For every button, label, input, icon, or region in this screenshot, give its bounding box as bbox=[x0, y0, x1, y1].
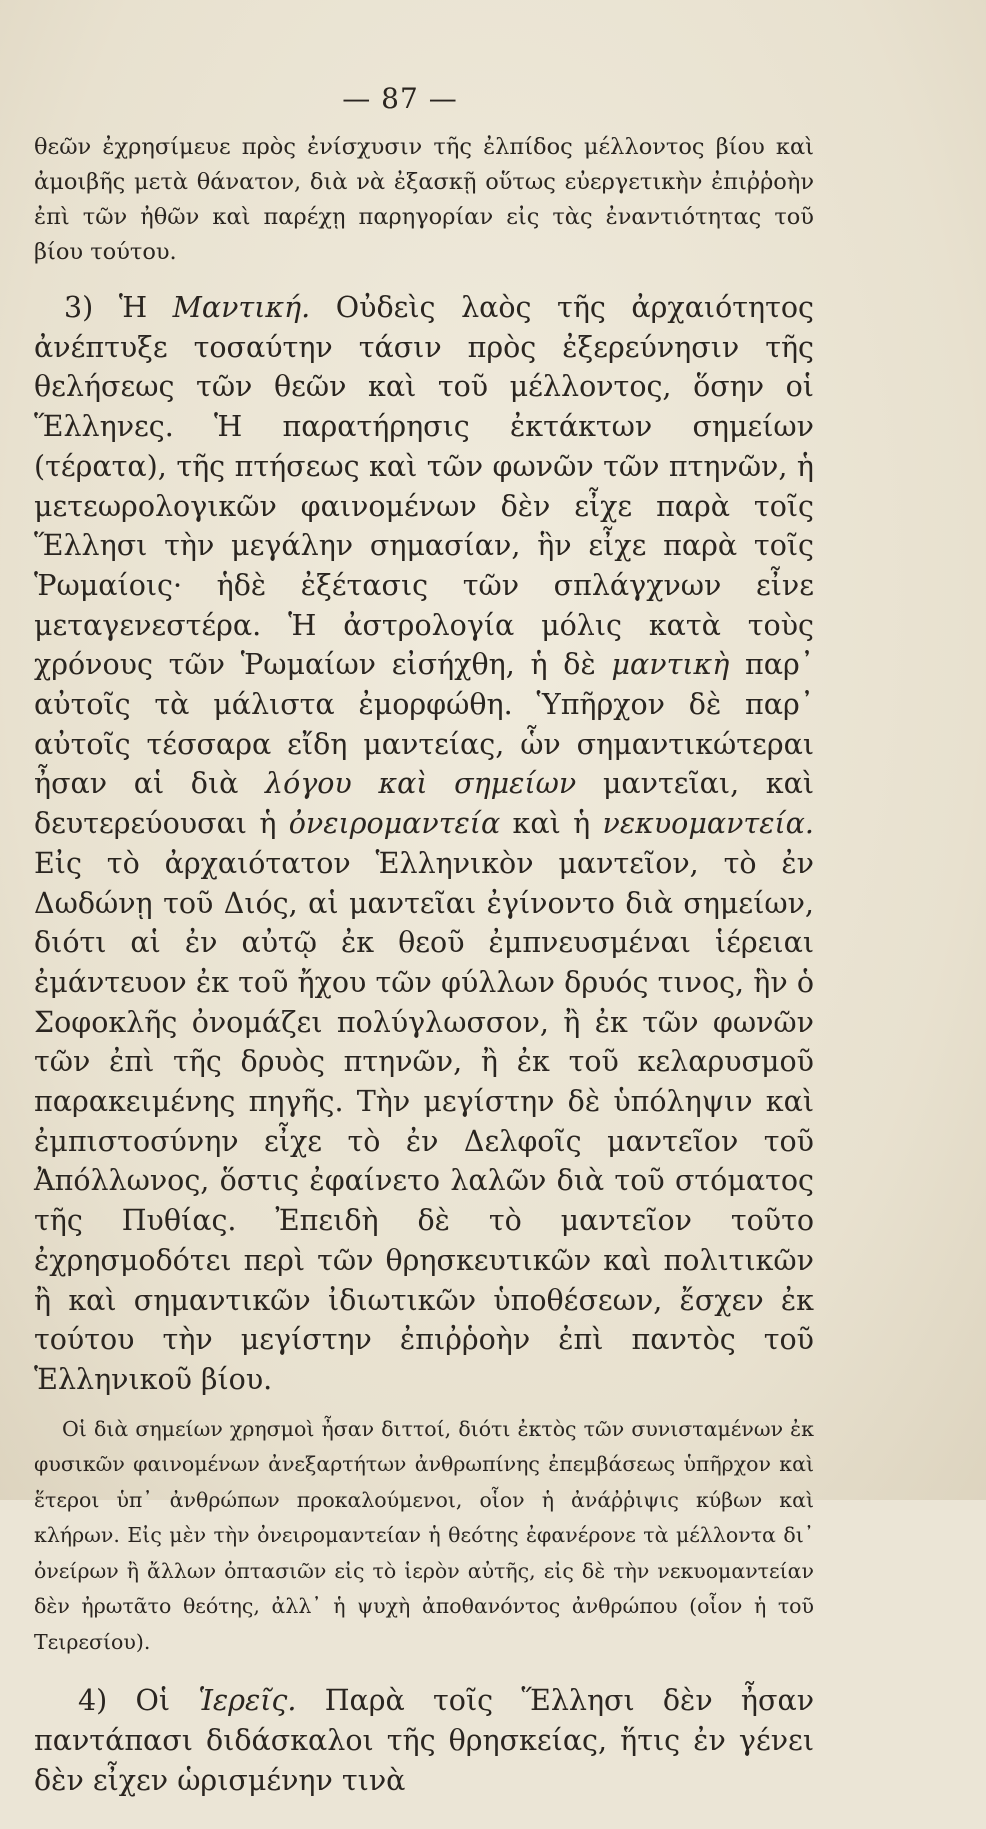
text-run: Παρὰ τοῖς Ἕλλησι δὲν ἦσαν παντάπασι διδάσκαλοι τῆς θρησκείας, ἥτις ἐν γένει δὲν εἶχεν ὡρισμένην τινὰ bbox=[34, 1683, 815, 1797]
section-number: 3) bbox=[64, 291, 94, 324]
text-run-3: μαντεῖαι, καὶ δευτερεύουσαι ἡ bbox=[34, 767, 815, 841]
title-article: Οἱ bbox=[135, 1683, 171, 1717]
section-title: Μαντική. bbox=[172, 291, 311, 324]
section-number: 4) bbox=[78, 1683, 108, 1717]
note-paragraph: Οἱ διὰ σημείων χρησμοὶ ἦσαν διττοί, διότι ἐκτὸς τῶν συνισταμένων ἐκ φυσικῶν φαινομένων ἀνεξαρτήτων ἀνθρωπίνης ἐπεμβάσεως ὑπῆρχον καὶ ἕτεροι ὑπ᾽ ἀνθρώπων προκαλούμενοι, οἷον ἡ ἀνάῤῥιψις κύβων καὶ κλήρων. Εἰς μὲν τὴν ὀνειρομαντείαν ἡ θεότης ἐφανέρονε τὰ μέλλοντα δι᾽ ὀνείρων ἢ ἄλλων ὀπτασιῶν εἰς τὸ ἱερὸν αὐτῆς, εἰς δὲ τὴν νεκυομαντείαν δὲν ἠρωτᾶτο θεότης, ἀλλ᾽ ἡ ψυχὴ ἀποθανόντος ἀνθρώπου (οἷον ἡ τοῦ Τειρεσίου). bbox=[34, 1416, 814, 1654]
text-run-1: Οὐδεὶς λαὸς τῆς ἀρχαιότητος ἀνέπτυξε τοσαύτην τάσιν πρὸς ἐξερεύνησιν τῆς θελήσεως τῶν θεῶν καὶ τοῦ μέλλοντος, ὅσην οἱ Ἕλληνες. Ἡ παρατήρησις ἐκτάκτων σημείων (τέρατα), τῆς πτήσεως καὶ τῶν φωνῶν τῶν πτηνῶν, ἡ μετεωρολογικῶν φαινομένων δὲν εἶχε παρὰ τοῖς Ἕλλησι τὴν μεγάλην σημασίαν, ἣν εἶχε παρὰ τοῖς Ῥωμαίοις· ἡδὲ ἐξέτασις τῶν σπλάγχνων εἶνε μεταγενεστέρα. Ἡ ἀστρολογία μόλις κατὰ τοὺς χρόνους τῶν Ῥωμαίων εἰσήχθη, ἡ δὲ bbox=[34, 291, 814, 682]
text-run-5: Εἰς τὸ ἀρχαιότατον Ἑλληνικὸν μαντεῖον, τὸ ἐν Δωδώνῃ τοῦ Διός, αἱ μαντεῖαι ἐγίνοντο διὰ σημείων, διότι αἱ ἐν αὐτῷ ἐκ θεοῦ ἐμπνευσμέναι ἱέρειαι ἐμάντευον ἐκ τοῦ ἤχου τῶν φύλλων δρυός τινος, ἣν ὁ Σοφοκλῆς ὀνομάζει πολύγλωσσον, ἢ ἐκ τῶν φωνῶν τῶν ἐπὶ τῆς δρυὸς πτηνῶν, ἢ ἐκ τοῦ κελαρυσμοῦ παρακειμένης πηγῆς. Τὴν μεγίστην δὲ ὑπόληψιν καὶ ἐμπιστοσύνην εἶχε τὸ ἐν Δελφοῖς μαντεῖον τοῦ Ἀπόλλωνος, ὅστις ἐφαίνετο λαλῶν διὰ τοῦ στόματος τῆς Πυθίας. Ἐπειδὴ δὲ τὸ μαντεῖον τοῦτο ἐχρησμοδότει περὶ τῶν θρησκευτικῶν καὶ πολιτικῶν ἢ καὶ σημαντικῶν ἰδιωτικῶν ὑποθέσεων, ἔσχεν ἐκ τούτου τὴν μεγίστην ἐπιῤῥοὴν ἐπὶ παντὸς τοῦ Ἑλληνικοῦ βίου. bbox=[34, 846, 814, 1396]
italic-term-oneiromanteia: ὀνειρομαντεία bbox=[288, 807, 501, 841]
page-body bbox=[34, 130, 814, 1829]
title-article: Ἡ bbox=[118, 291, 148, 324]
section-title: Ἱερεῖς. bbox=[198, 1683, 297, 1717]
italic-term-nekyomanteia: νεκυομαντεία. bbox=[602, 807, 814, 841]
paragraph-iereis bbox=[34, 1681, 814, 1801]
text-run-2: παρ᾽ αὐτοῖς τὰ μάλιστα ἐμορφώθη. Ὑπῆρχον δὲ παρ᾽ αὐτοῖς τέσσαρα εἴδη μαντείας, ὧν σημαντικώτεραι ἦσαν αἱ διὰ bbox=[34, 648, 815, 801]
italic-term-logou: λόγου καὶ σημείων bbox=[265, 767, 577, 801]
paragraph-continuation: θεῶν ἐχρησίμευε πρὸς ἐνίσχυσιν τῆς ἐλπίδος μέλλοντος βίου καὶ ἀμοιβῆς μετὰ θάνατον, διὰ νὰ ἐξασκῇ οὕτως εὐεργετικὴν ἐπιῤῥοὴν ἐπὶ τῶν ἠθῶν καὶ παρέχῃ παρηγορίαν εἰς τὰς ἐναντιότητας τοῦ βίου τούτου. bbox=[34, 134, 814, 265]
paragraph-mantiki bbox=[34, 288, 814, 1400]
page-number: — 87 — bbox=[342, 82, 458, 115]
italic-term-mantiki: μαντικὴ bbox=[611, 648, 730, 682]
text-run-4: καὶ ἡ bbox=[512, 807, 591, 841]
paragraph-gap bbox=[34, 270, 814, 288]
